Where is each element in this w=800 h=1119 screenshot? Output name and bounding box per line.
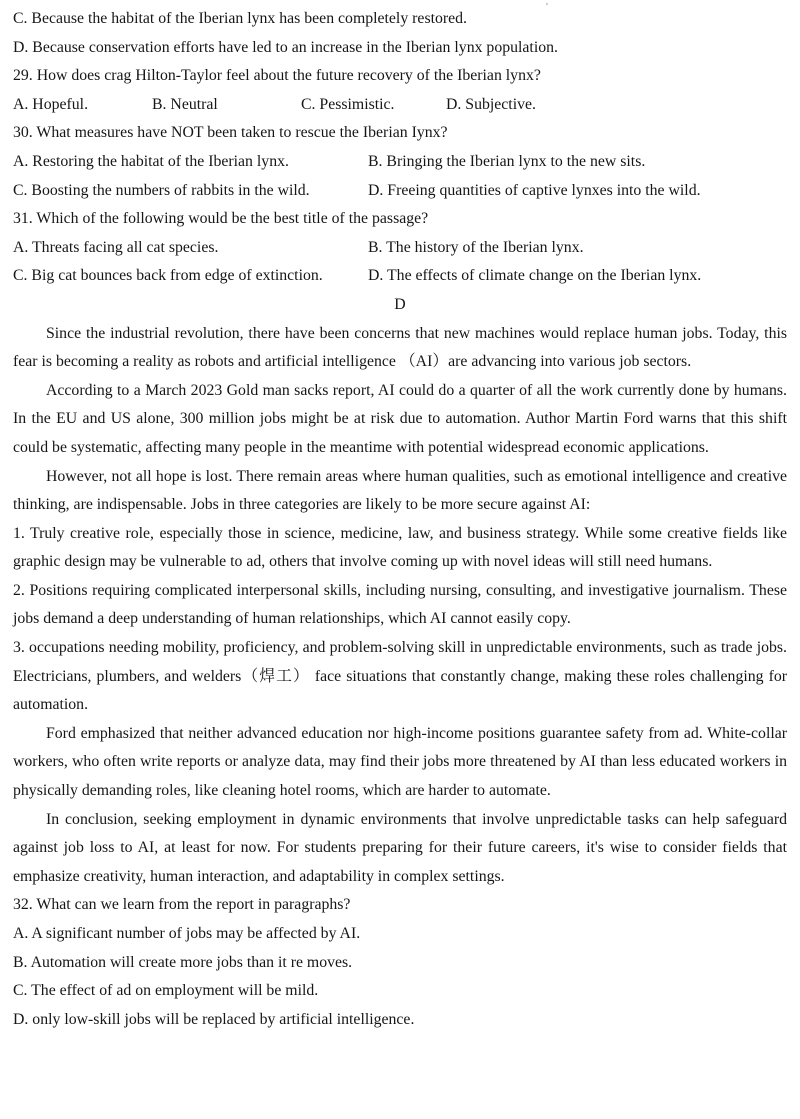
question-30-option-a: A. Restoring the habitat of the Iberian lynx. (13, 152, 289, 170)
passage-paragraph-5: In conclusion, seeking employment in dynamic environments that involve unpredictable tasks can help safeguard against job loss to AI, at least for now. For students preparing for their future careers, it's wise to consider fields that emphasize creativity, human interaction, and adaptability in complex settings. (13, 810, 787, 885)
question-28-option-d: D. Because conservation efforts have led to an increase in the Iberian lynx population. (13, 38, 558, 56)
question-30-option-c: C. Boosting the numbers of rabbits in the wild. (13, 181, 310, 199)
question-28-option-c: C. Because the habitat of the Iberian lynx has been completely restored. (13, 10, 467, 27)
question-29-option-a: A. Hopeful. (13, 95, 89, 113)
question-29-options-row (13, 91, 787, 120)
question-31-text: 31. Which of the following would be the best title of the passage? (13, 210, 429, 228)
question-31-option-c: C. Big cat bounces back from edge of extinction. (13, 267, 323, 285)
passage-paragraph-1: Since the industrial revolution, there have been concerns that new machines would replace human jobs. Today, this fear is becoming a reality as robots and artificial intelligence （AI）are advancing into various job sectors. (13, 324, 787, 371)
question-31-option-b: B. The history of the Iberian lynx. (368, 238, 584, 256)
question-31-options-row-1 (13, 234, 787, 263)
question-31-options-row-2 (13, 262, 787, 291)
question-32-option-c: C. The effect of ad on employment will be mild. (13, 982, 319, 1000)
question-29-text: 29. How does crag Hilton-Taylor feel about the future recovery of the Iberian lynx? (13, 67, 541, 85)
question-29-option-c: C. Pessimistic. (301, 95, 395, 113)
stray-scan-mark: ' (546, 1, 548, 13)
passage-list-item-2: 2. Positions requiring complicated interpersonal skills, including nursing, consulting, and investigative journalism. These jobs demand a deep understanding of human relationships, which AI cannot easily copy. (13, 581, 787, 628)
question-32-text: 32. What can we learn from the report in paragraphs? (13, 896, 351, 914)
question-30-option-b: B. Bringing the Iberian lynx to the new sits. (368, 152, 646, 170)
passage-paragraph-3: However, not all hope is lost. There remain areas where human qualities, such as emotional intelligence and creative thinking, are indispensable. Jobs in three categories are likely to be more secure against AI: (13, 467, 787, 514)
question-30-options-row-2 (13, 177, 787, 206)
question-32-option-a: A. A significant number of jobs may be affected by AI. (13, 925, 361, 942)
question-32-option-d: D. only low-skill jobs will be replaced by artificial intelligence. (13, 1010, 415, 1028)
question-30-options-row-1 (13, 148, 787, 177)
question-31-option-a: A. Threats facing all cat species. (13, 238, 219, 256)
question-30-text: 30. What measures have NOT been taken to rescue the Iberian Iynx? (13, 124, 448, 142)
passage-section-label: D (394, 295, 406, 313)
passage-list-item-1: 1. Truly creative role, especially those in science, medicine, law, and business strategy. While some creative fields like graphic design may be vulnerable to ad, others that involve coming up with novel ideas will still need humans. (13, 524, 787, 571)
passage-paragraph-4: Ford emphasized that neither advanced education nor high-income positions guarantee safety from ad. White-collar workers, who often write reports or analyze data, may find their jobs more threatened by AI than less educated workers in physically demanding roles, like cleaning hotel rooms, which are harder to automate. (13, 724, 787, 800)
question-32-option-b: B. Automation will create more jobs than it re moves. (13, 953, 353, 971)
question-29-option-b: B. Neutral (152, 95, 218, 113)
passage-paragraph-2: According to a March 2023 Gold man sacks report, AI could do a quarter of all the work currently done by humans. In the EU and US alone, 300 million jobs might be at risk due to automation. Author Martin Ford warns that this shift could be systematic, affecting many people in the meantime with potential widespread economic applications. (13, 381, 787, 456)
question-30-option-d: D. Freeing quantities of captive lynxes into the wild. (368, 181, 701, 199)
question-31-option-d: D. The effects of climate change on the Iberian lynx. (368, 267, 702, 285)
question-29-option-d: D. Subjective. (446, 95, 536, 113)
passage-list-item-3: 3. occupations needing mobility, proficiency, and problem-solving skill in unpredictable environments, such as trade jobs. Electricians, plumbers, and welders（焊工） face situations that constantly change, making these roles challenging for automation. (13, 639, 787, 714)
